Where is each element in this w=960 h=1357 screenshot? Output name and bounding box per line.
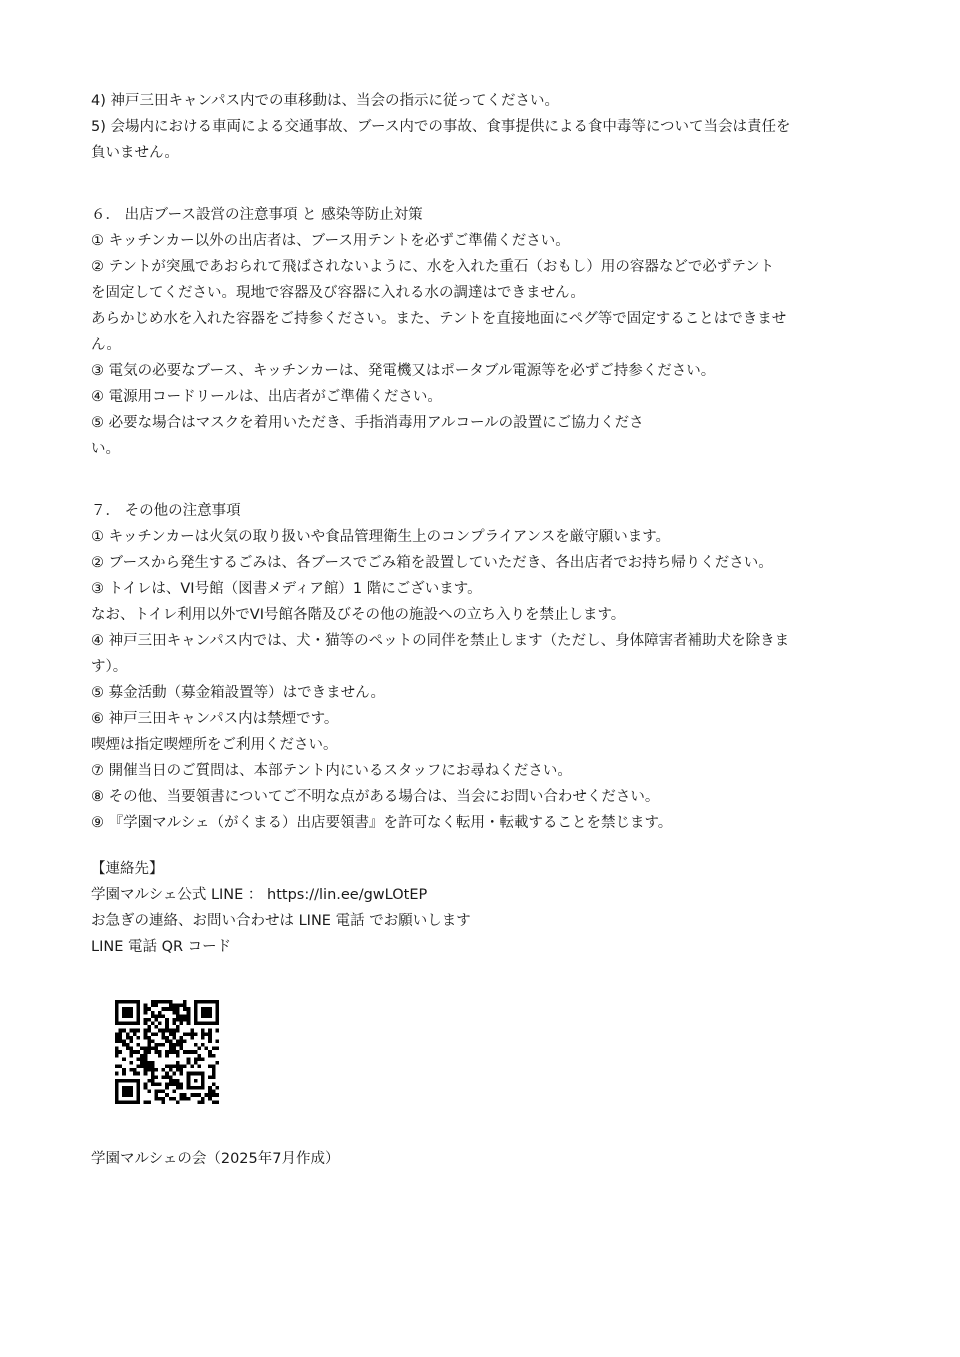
section7-item: す）。 [91,659,128,675]
section6-item: を固定してください。現地で容器及び容器に入れる水の調達はできません。 [91,285,585,301]
section7-item: なお、トイレ利用以外でVI号館各階及びその他の施設への立ち入りを禁止します。 [91,607,626,623]
section7 [91,498,881,836]
section7-item: ② ブースから発生するごみは、各ブースでごみ箱を設置していただき、各出店者でお持ち帰りください。 [91,555,773,571]
document-page [91,88,881,1187]
section6-item: ① キッチンカー以外の出店者は、ブース用テントを必ずご準備ください。 [91,233,570,249]
section7-item: ⑧ その他、当要領書についてご不明な点がある場合は、当会にお問い合わせください。 [91,789,660,805]
section7-item: 喫煙は指定喫煙所をご利用ください。 [91,737,338,753]
section7-item: ⑥ 神戸三田キャンパス内は禁煙です。 [91,711,339,727]
qr-code-icon [115,1000,219,1104]
contact-heading: 【連絡先】 [91,861,164,877]
section7-item: ④ 神戸三田キャンパス内では、犬・猫等のペットの同伴を禁止します（ただし、身体障害者補助犬を除きま [91,633,790,649]
rule-4: 4) 神戸三田キャンパス内での車移動は、当会の指示に従ってください。 [91,93,559,109]
contact-urgent-line: お急ぎの連絡、お問い合わせは LINE 電話 でお願いします [91,913,471,929]
contact-section [91,856,881,960]
section6-item: ④ 電源用コードリールは、出店者がご準備ください。 [91,389,442,405]
section5-continued [91,88,881,166]
section7-heading: ７． その他の注意事項 [91,503,241,519]
footer-note: 学園マルシェの会（2025年7月作成） [91,1151,340,1167]
section6-item: ③ 電気の必要なブース、キッチンカーは、発電機又はポータブル電源等を必ずご持参ください。 [91,363,716,379]
section6-item: ② テントが突風であおられて飛ばされないように、水を入れた重石（おもし）用の容器などで必ずテント [91,259,775,275]
section6 [91,202,881,462]
rule-5-cont: 負いません。 [91,145,179,161]
contact-qr-label: LINE 電話 QR コード [91,939,232,955]
section6-item: ⑤ 必要な場合はマスクを着用いただき、手指消毒用アルコールの設置にご協力くださ [91,415,644,431]
section7-item: ⑤ 募金活動（募金箱設置等）はできません。 [91,685,385,701]
section6-item: い。 [91,441,120,457]
rule-5: 5) 会場内における車両による交通事故、ブース内での事故、食事提供による食中毒等について当会は責任を [91,119,791,135]
section6-item: ん。 [91,337,121,353]
section6-item: あらかじめ水を入れた容器をご持参ください。また、テントを直接地面にペグ等で固定することはできませ [91,311,787,327]
section7-item: ① キッチンカーは火気の取り扱いや食品管理衛生上のコンプライアンスを厳守願います。 [91,529,671,545]
section7-item: ⑨ 『学園マルシェ（がくまる）出店要領書』を許可なく転用・転載することを禁じます。 [91,815,673,831]
section7-item: ⑦ 開催当日のご質問は、本部テント内にいるスタッフにお尋ねください。 [91,763,572,779]
section6-heading: ６． 出店ブース設営の注意事項 と 感染等防止対策 [91,207,423,223]
contact-official-line: 学園マルシェ公式 LINE ： https://lin.ee/gwLOtEP [91,887,428,903]
section7-item: ③ トイレは、VI号館（図書メディア館）1 階にございます。 [91,581,482,597]
